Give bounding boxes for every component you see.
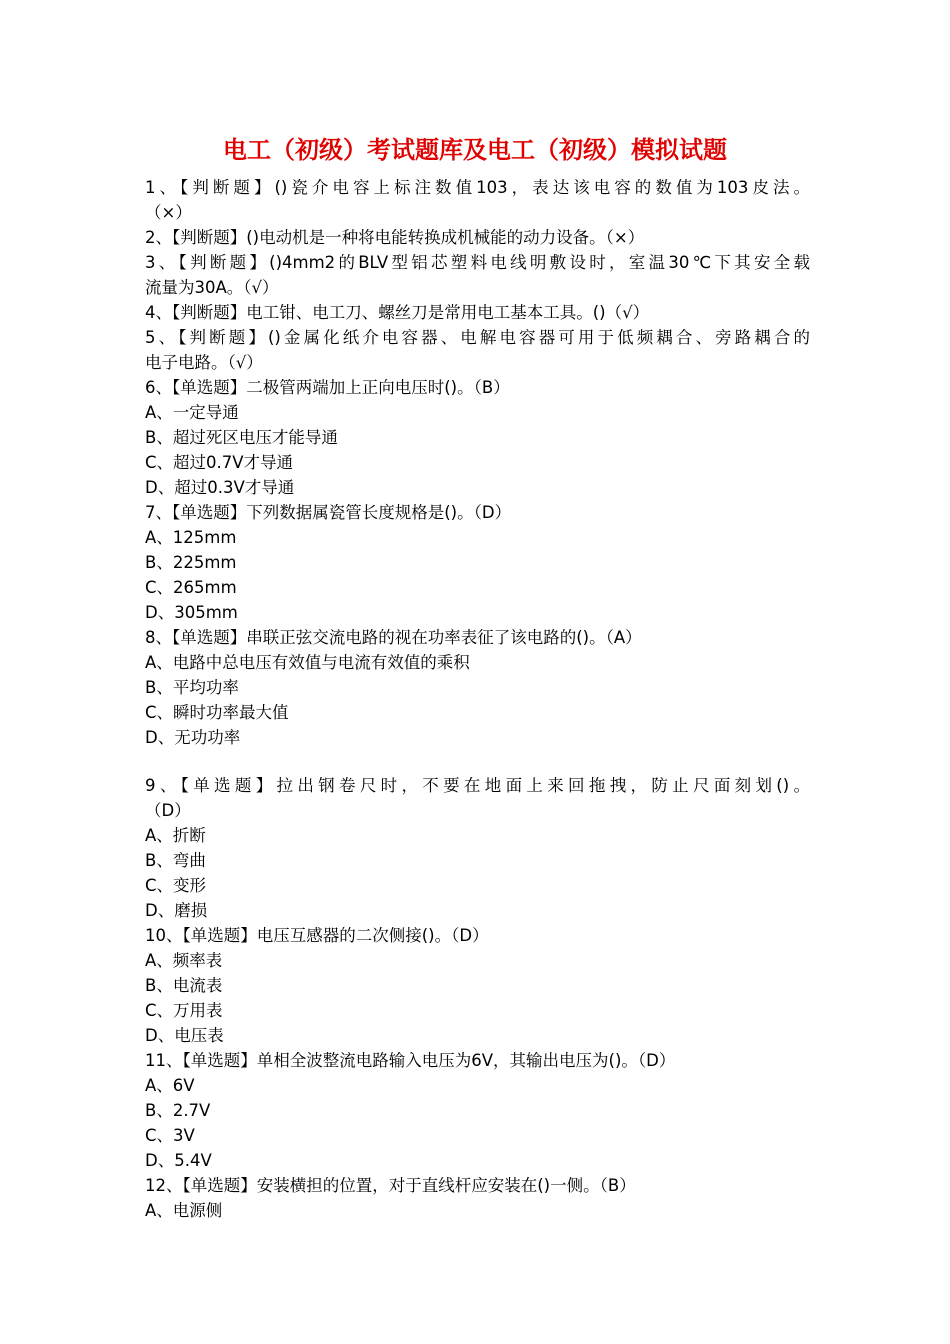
q6-option-b: B、超过死区电压才能导通: [145, 428, 338, 447]
q9-option-a: A、折断: [145, 826, 206, 845]
q12-option-a: A、电源侧: [145, 1201, 223, 1220]
q7-option-b: B、225mm: [145, 553, 237, 572]
q11-text: 11、【单选题】单相全波整流电路输入电压为6V，其输出电压为()。（D）: [145, 1051, 676, 1070]
q8-option-c: C、瞬时功率最大值: [145, 703, 289, 722]
q10-text: 10、【单选题】电压互感器的二次侧接()。（D）: [145, 926, 489, 945]
q3-text-line-2: 流量为30A。（√）: [145, 278, 279, 297]
q10-option-b: B、电流表: [145, 976, 223, 995]
q10-option-d: D、电压表: [145, 1026, 224, 1045]
q8-text: 8、【单选题】串联正弦交流电路的视在功率表征了该电路的()。（A）: [145, 628, 642, 647]
q8-option-d: D、无功功率: [145, 728, 241, 747]
q6-option-d: D、超过0.3V才导通: [145, 478, 295, 497]
q9-answer: （D）: [145, 801, 191, 820]
q5-text-line-2: 电子电路。（√）: [145, 353, 263, 372]
q11-option-a: A、6V: [145, 1076, 195, 1095]
q7-option-d: D、305mm: [145, 603, 238, 622]
q10-option-a: A、频率表: [145, 951, 223, 970]
paragraph-spacer: [145, 750, 810, 773]
q8-option-b: B、平均功率: [145, 678, 239, 697]
q10-option-c: C、万用表: [145, 1001, 223, 1020]
q9-option-b: B、弯曲: [145, 851, 206, 870]
q3-text-line-1: 3、【判断题】()4mm2的BLV型铝芯塑料电线明敷设时，室温30℃下其安全载: [145, 253, 810, 272]
q11-option-d: D、5.4V: [145, 1151, 212, 1170]
q2-text: 2、【判断题】()电动机是一种将电能转换成机械能的动力设备。（×）: [145, 228, 645, 247]
q7-text: 7、【单选题】下列数据属瓷管长度规格是()。（D）: [145, 503, 512, 522]
q6-option-a: A、一定导通: [145, 403, 239, 422]
q6-text: 6、【单选题】二极管两端加上正向电压时()。（B）: [145, 378, 510, 397]
q9-option-d: D、磨损: [145, 901, 208, 920]
question-list: [145, 175, 810, 1223]
q9-option-c: C、变形: [145, 876, 207, 895]
q1-answer: （×）: [145, 203, 192, 222]
document-title: 电工（初级）考试题库及电工（初级）模拟试题: [223, 135, 727, 164]
q1-text-line-1: 1、【判断题】()瓷介电容上标注数值103，表达该电容的数值为103皮法。: [145, 178, 810, 197]
q11-option-b: B、2.7V: [145, 1101, 211, 1120]
q7-option-a: A、125mm: [145, 528, 237, 547]
q8-option-a: A、电路中总电压有效值与电流有效值的乘积: [145, 653, 470, 672]
q4-text: 4、【判断题】电工钳、电工刀、螺丝刀是常用电工基本工具。()（√）: [145, 303, 650, 322]
q7-option-c: C、265mm: [145, 578, 237, 597]
q12-text: 12、【单选题】安装横担的位置，对于直线杆应安装在()一侧。（B）: [145, 1176, 636, 1195]
q5-text-line-1: 5、【判断题】()金属化纸介电容器、电解电容器可用于低频耦合、旁路耦合的: [145, 328, 810, 347]
q9-text-line-1: 9、【单选题】拉出钢卷尺时，不要在地面上来回拖拽，防止尺面刻划()。: [145, 776, 810, 795]
q6-option-c: C、超过0.7V才导通: [145, 453, 294, 472]
q11-option-c: C、3V: [145, 1126, 195, 1145]
